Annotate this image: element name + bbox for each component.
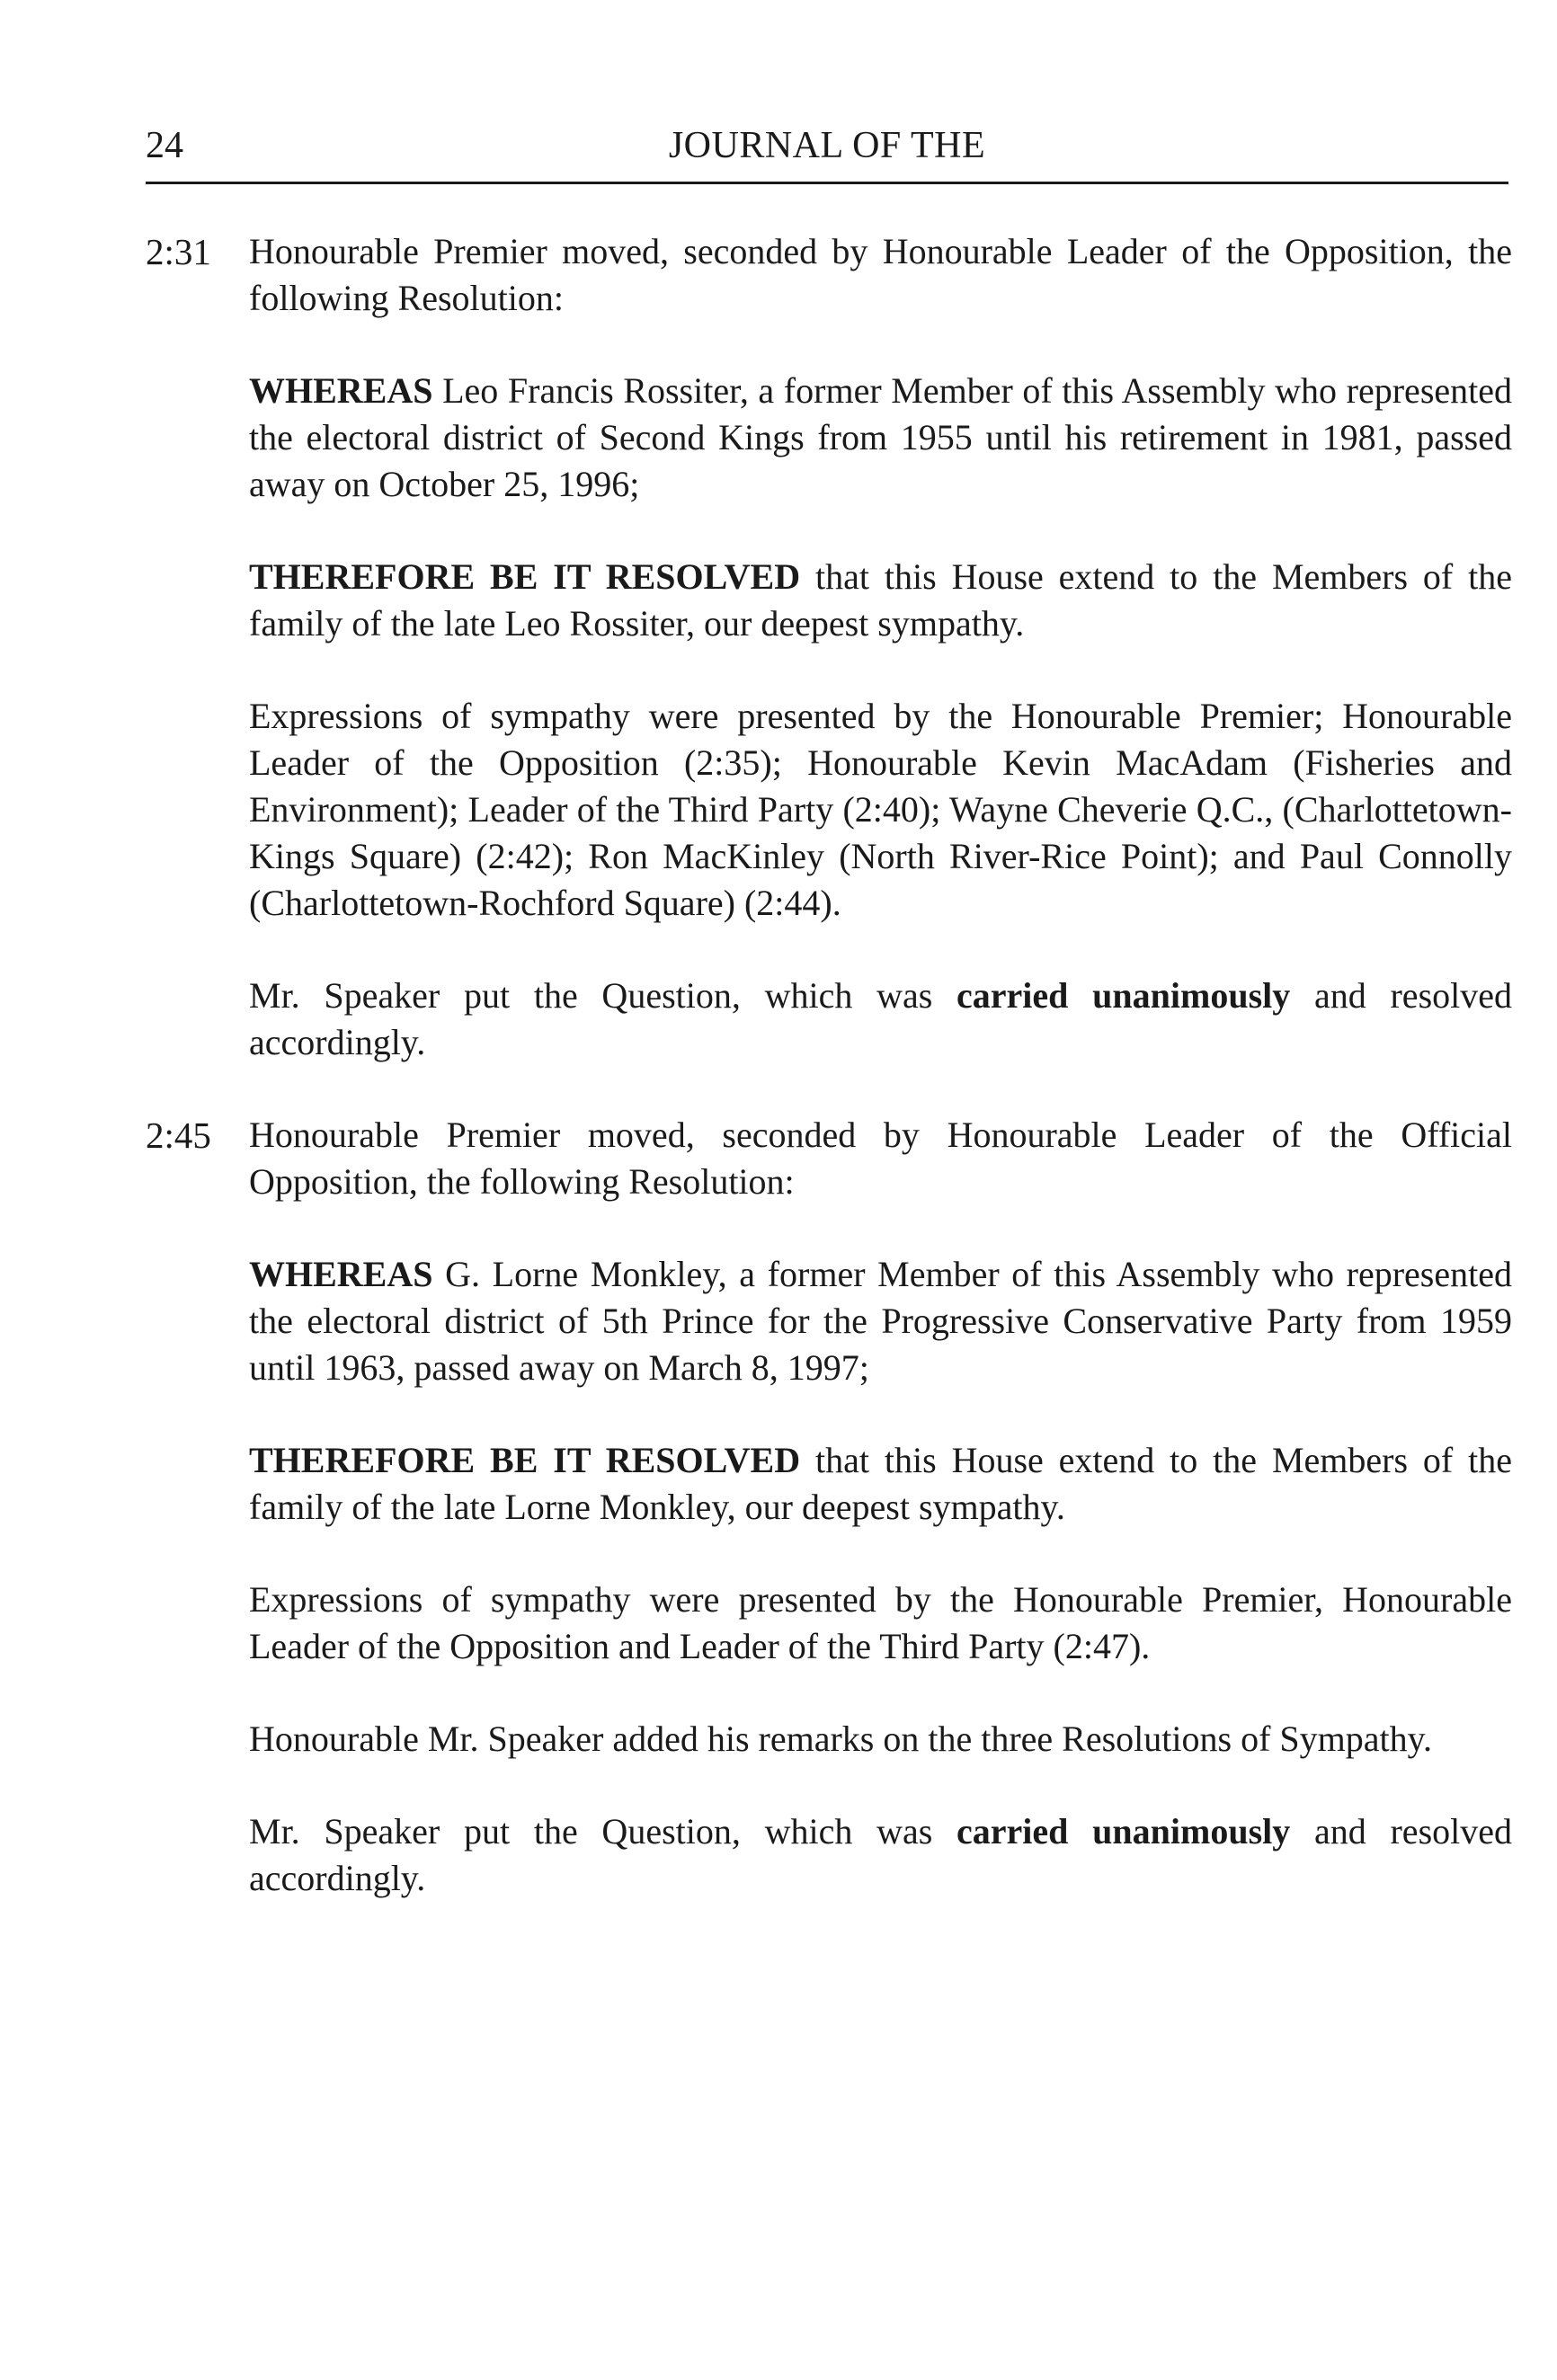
sympathy-expressions: Expressions of sympathy were presented by the Honourable Premier, Honourable Leader of the Opposition and Leader of the Third Party (2:47). [249,1579,1512,1666]
question-text-after: and resolved accordingly. [249,975,1512,1062]
resolved-clause [249,1437,1512,1531]
resolved-text: that this House extend to the Members of the family of the late Lorne Monkley, our deepest sympathy. [249,1440,1513,1527]
journal-entries [146,228,1512,1902]
entry-time: 2:31 [146,231,211,272]
question-result [249,1808,1512,1902]
running-head: JOURNAL OF THE [668,125,986,166]
page-number: 24 [146,125,183,166]
question-text-after: and resolved accordingly. [249,1811,1512,1898]
question-outcome: carried unanimously [956,975,1291,1016]
whereas-clause [249,368,1512,508]
question-result [249,972,1512,1066]
header-rule [146,182,1508,184]
entry-time: 2:45 [146,1115,211,1156]
question-text-before: Mr. Speaker put the Question, which was [249,1811,957,1852]
resolved-label: THEREFORE BE IT RESOLVED [249,556,801,597]
question-text-before: Mr. Speaker put the Question, which was [249,975,957,1016]
whereas-text: G. Lorne Monkley, a former Member of this Assembly who represented the electoral district of 5th Prince for the Progressive Conservative Party from 1959 until 1963, passed away on March 8, 1997; [249,1254,1512,1388]
whereas-text: Leo Francis Rossiter, a former Member of this Assembly who represented the electoral district of Second Kings from 1955 until his retirement in 1981, passed away on October 25, 1996; [249,370,1512,504]
motion-intro: Honourable Premier moved, seconded by Honourable Leader of the Opposition, the following Resolution: [249,231,1512,318]
resolved-clause [249,554,1512,647]
whereas-label: WHEREAS [249,1254,433,1294]
sympathy-expressions: Expressions of sympathy were presented by the Honourable Premier; Honourable Leader of the Opposition (2:35); Honourable Kevin MacAdam (Fisheries and Environment); Leader of the Third Party (2:40); Wayne Cheverie Q.C., (Charlottetown-Kings Square) (2:42); Ron MacKinley (North River-Rice Point); and Paul Connolly (Charlottetown-Rochford Square) (2:44). [249,696,1512,923]
whereas-label: WHEREAS [249,370,433,411]
whereas-clause [249,1251,1512,1391]
page-header [146,124,1508,178]
resolved-label: THEREFORE BE IT RESOLVED [249,1440,801,1480]
journal-entry-231 [146,228,1512,1066]
speaker-remarks: Honourable Mr. Speaker added his remarks on the three Resolutions of Sympathy. [249,1718,1433,1759]
resolved-text: that this House extend to the Members of the family of the late Leo Rossiter, our deepest sympathy. [249,556,1513,644]
question-outcome: carried unanimously [956,1811,1291,1852]
journal-entry-245 [146,1112,1512,1902]
motion-intro: Honourable Premier moved, seconded by Honourable Leader of the Official Opposition, the following Resolution: [249,1115,1512,1202]
